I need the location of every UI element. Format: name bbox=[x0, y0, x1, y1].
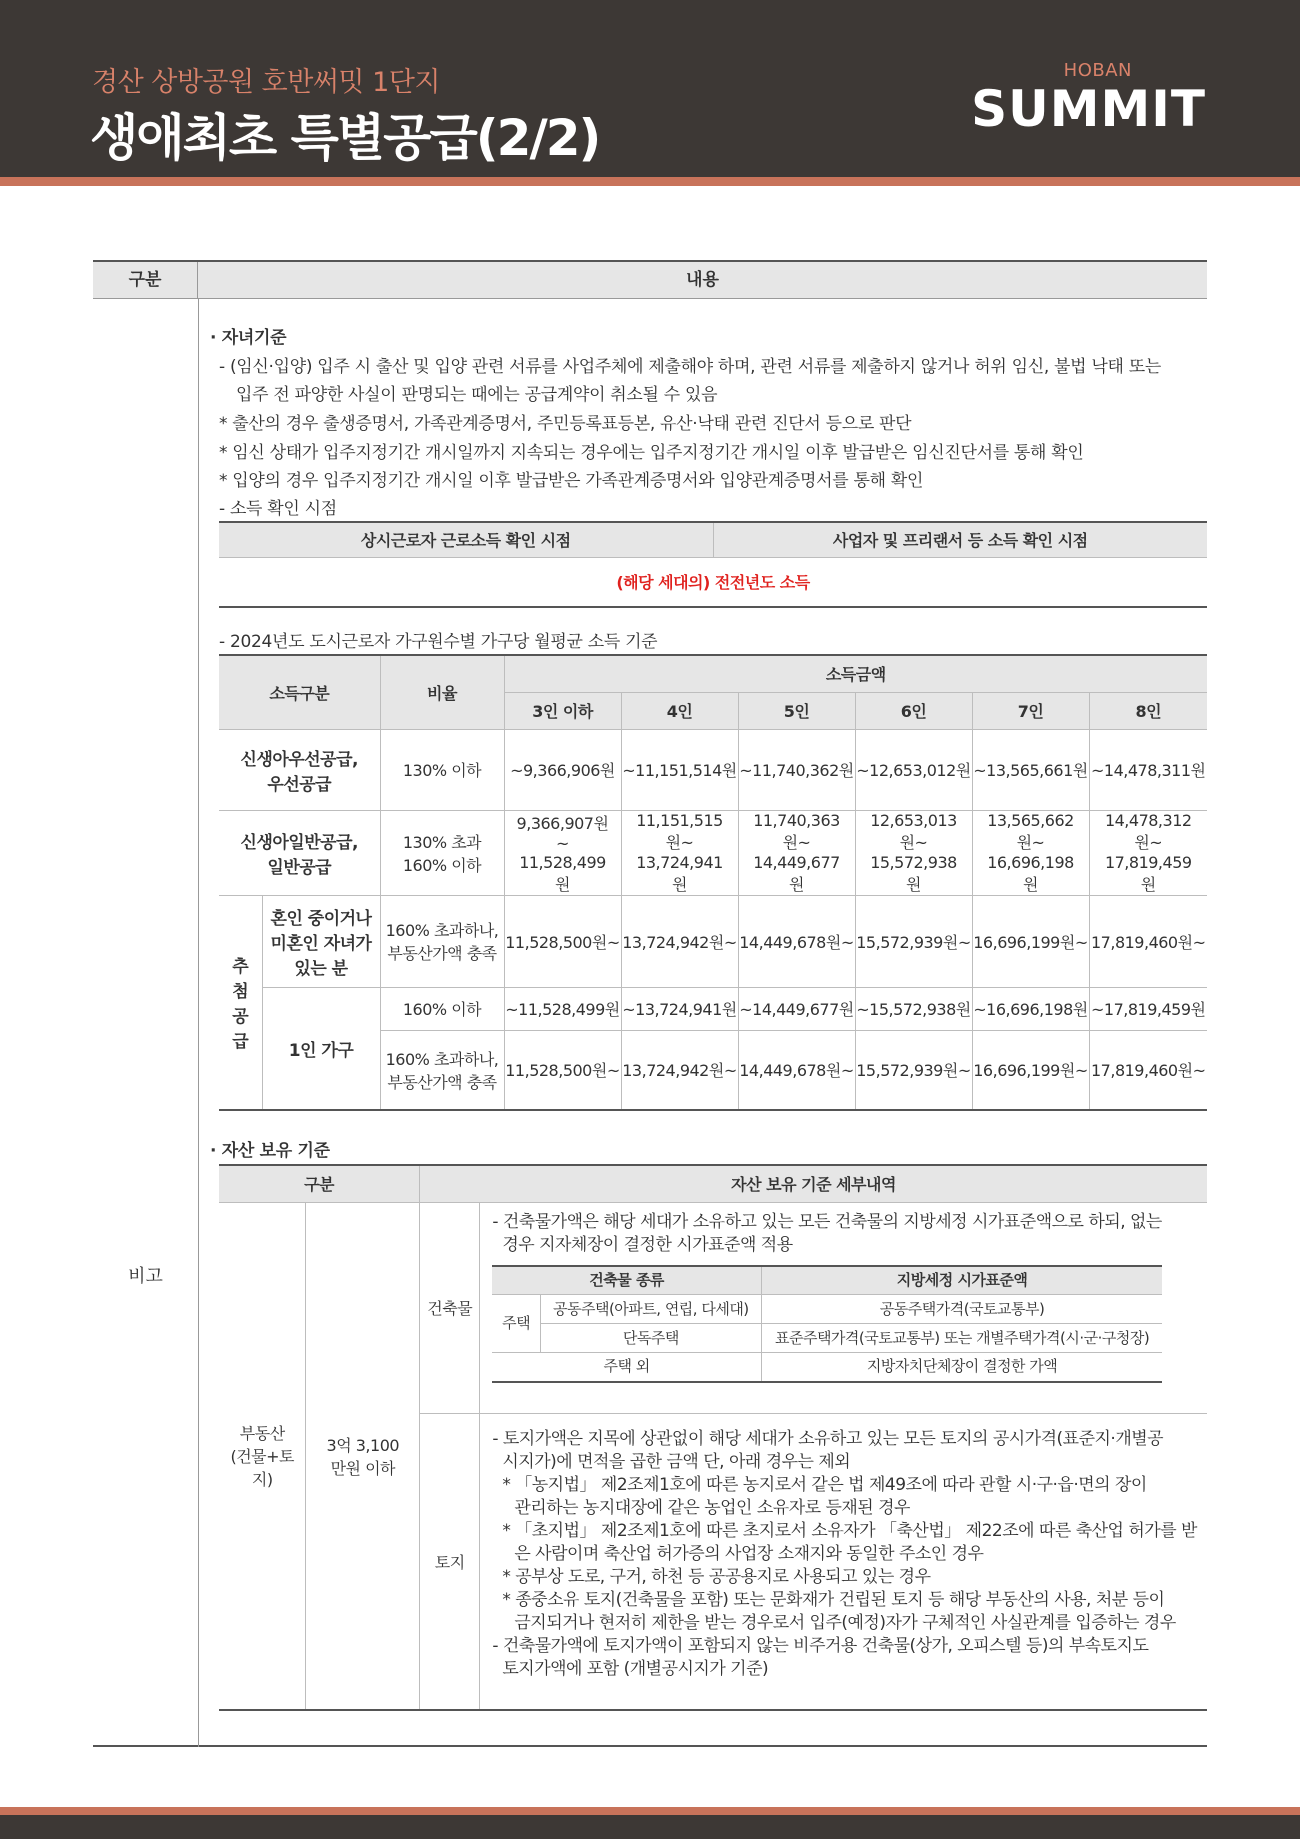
income-value: 14,449,678원~ bbox=[738, 1030, 855, 1110]
income-row-label: 신생아일반공급, 일반공급 bbox=[219, 810, 380, 895]
remarks-label: 비고 bbox=[128, 1266, 163, 1287]
land-line: * 「초지법」 제2조제1호에 따른 초지로서 소유자가 「축산법」 제22조에 따른 축산업 허가를 받 bbox=[502, 1520, 1197, 1541]
main-table-header bbox=[93, 262, 1207, 299]
col-category-header: 구분 bbox=[93, 262, 198, 299]
income-value: 11,740,363원~ 14,449,677원 bbox=[738, 810, 855, 895]
income-caption: - 2024년도 도시근로자 가구원수별 가구당 월평균 소득 기준 bbox=[219, 632, 658, 652]
income-timing-table bbox=[219, 521, 1207, 608]
timing-employee-header: 상시근로자 근로소득 확인 시점 bbox=[219, 522, 713, 557]
non-housing-value: 지방자치단체장이 결정한 가액 bbox=[761, 1353, 1162, 1382]
table-row bbox=[219, 1202, 1207, 1413]
income-value: ~17,819,459원 bbox=[1089, 987, 1207, 1030]
detached-label: 단독주택 bbox=[540, 1324, 761, 1353]
income-amount-header: 소득금액 bbox=[504, 655, 1207, 692]
land-line: 시지가)에 면적을 곱한 금액 단, 아래 경우는 제외 bbox=[502, 1451, 851, 1472]
income-value: ~9,366,906원 bbox=[504, 729, 621, 810]
household-size-header: 8인 bbox=[1089, 692, 1207, 729]
children-line: - 소득 확인 시점 bbox=[219, 499, 337, 519]
income-value: ~12,653,012원 bbox=[855, 729, 972, 810]
children-line: * 임신 상태가 입주지정기간 개시일까지 지속되는 경우에는 입주지정기간 개시일 이후 발급받은 임신진단서를 통해 확인 bbox=[219, 443, 1084, 463]
children-heading: · 자녀기준 bbox=[210, 328, 287, 348]
income-value: 9,366,907원~ 11,528,499원 bbox=[504, 810, 621, 895]
asset-detail-header: 자산 보유 기준 세부내역 bbox=[420, 1165, 1207, 1202]
footer-accent-bar bbox=[0, 1807, 1300, 1815]
page-footer bbox=[0, 1815, 1300, 1839]
income-value: ~14,449,677원 bbox=[738, 987, 855, 1030]
income-value: 14,449,678원~ bbox=[738, 895, 855, 987]
household-size-header: 3인 이하 bbox=[504, 692, 621, 729]
income-ratio: 130% 초과 160% 이하 bbox=[380, 810, 504, 895]
income-value: ~15,572,938원 bbox=[855, 987, 972, 1030]
housing-label: 주택 bbox=[492, 1295, 540, 1353]
detached-value: 표준주택가격(국토교통부) 또는 개별주택가격(시·군·구청장) bbox=[761, 1324, 1162, 1353]
income-value: 11,151,515원~ 13,724,941원 bbox=[621, 810, 738, 895]
asset-table bbox=[219, 1164, 1207, 1711]
income-value: 16,696,199원~ bbox=[972, 1030, 1089, 1110]
complex-name: 경산 상방공원 호반써밋 1단지 bbox=[92, 67, 440, 98]
land-detail bbox=[480, 1413, 1207, 1710]
page-title: 생애최초 특별공급(2/2) bbox=[90, 109, 600, 167]
children-line: * 입양의 경우 입주지정기간 개시일 이후 발급받은 가족관계증명서와 입양관계증명서를 통해 확인 bbox=[219, 471, 924, 491]
income-value: 13,724,942원~ bbox=[621, 895, 738, 987]
children-line: 입주 전 파양한 사실이 판명되는 때에는 공급계약이 취소될 수 있음 bbox=[236, 385, 718, 405]
table-row bbox=[219, 987, 1207, 1030]
timing-freelancer-header: 사업자 및 프리랜서 등 소득 확인 시점 bbox=[713, 522, 1207, 557]
brand-logo-small: HOBAN bbox=[1063, 60, 1132, 81]
income-value: ~11,151,514원 bbox=[621, 729, 738, 810]
asset-limit: 3억 3,100만원 이하 bbox=[306, 1202, 420, 1710]
children-line: * 출산의 경우 출생증명서, 가족관계증명서, 주민등록표등본, 유산·낙태 관련 진단서 등으로 판단 bbox=[219, 414, 912, 434]
income-row-label: 신생아우선공급, 우선공급 bbox=[219, 729, 380, 810]
income-value: 13,724,942원~ bbox=[621, 1030, 738, 1110]
household-size-header: 4인 bbox=[621, 692, 738, 729]
non-housing-label: 주택 외 bbox=[492, 1353, 761, 1382]
land-label: 토지 bbox=[420, 1413, 480, 1710]
income-category-header: 소득구분 bbox=[219, 655, 380, 729]
header-accent-bar bbox=[0, 177, 1300, 186]
income-value: 17,819,460원~ bbox=[1089, 895, 1207, 987]
income-value: ~13,565,661원 bbox=[972, 729, 1089, 810]
income-table bbox=[219, 654, 1207, 1111]
land-line: 토지가액에 포함 (개별공시지가 기준) bbox=[502, 1658, 769, 1679]
children-line: - (임신·입양) 입주 시 출산 및 입양 관련 서류를 사업주체에 제출해야 하며, 관련 서류를 제출하지 않거나 허위 임신, 불법 낙태 또는 bbox=[219, 357, 1161, 377]
income-value: ~11,528,499원 bbox=[504, 987, 621, 1030]
table-row bbox=[219, 729, 1207, 810]
income-value: 16,696,199원~ bbox=[972, 895, 1089, 987]
income-ratio: 160% 초과하나, 부동산가액 충족 bbox=[380, 895, 504, 987]
income-value: ~13,724,941원 bbox=[621, 987, 738, 1030]
land-line: - 토지가액은 지목에 상관없이 해당 세대가 소유하고 있는 모든 토지의 공시가격(표준지·개별공 bbox=[492, 1428, 1164, 1449]
income-ratio: 160% 이하 bbox=[380, 987, 504, 1030]
land-line: * 「농지법」 제2조제1호에 따른 농지로서 같은 법 제49조에 따라 관할 시·구·읍·면의 장이 bbox=[502, 1474, 1147, 1495]
building-detail bbox=[480, 1202, 1207, 1413]
household-size-header: 5인 bbox=[738, 692, 855, 729]
asset-heading: · 자산 보유 기준 bbox=[210, 1141, 330, 1161]
page-header bbox=[0, 0, 1300, 177]
income-value: ~14,478,311원 bbox=[1089, 729, 1207, 810]
income-value: 12,653,013원~ 15,572,938원 bbox=[855, 810, 972, 895]
income-value: 14,478,312원~ 17,819,459원 bbox=[1089, 810, 1207, 895]
timing-value: (해당 세대의) 전전년도 소득 bbox=[219, 557, 1207, 607]
household-size-header: 6인 bbox=[855, 692, 972, 729]
income-row-label: 혼인 중이거나 미혼인 자녀가 있는 분 bbox=[262, 895, 380, 987]
building-type-header: 건축물 종류 bbox=[492, 1266, 761, 1295]
building-line: 경우 지자체장이 결정한 시가표준액 적용 bbox=[502, 1234, 793, 1255]
column-divider bbox=[198, 299, 199, 1747]
col-content-header: 내용 bbox=[686, 270, 719, 290]
table-row bbox=[219, 895, 1207, 987]
income-value: ~11,740,362원 bbox=[738, 729, 855, 810]
income-value: 15,572,939원~ bbox=[855, 895, 972, 987]
asset-category-header: 구분 bbox=[219, 1165, 420, 1202]
land-line: - 건축물가액에 토지가액이 포함되지 않는 비주거용 건축물(상가, 오피스텔 등)의 부속토지도 bbox=[492, 1635, 1149, 1656]
income-value: 11,528,500원~ bbox=[504, 1030, 621, 1110]
land-line: * 종중소유 토지(건축물을 포함) 또는 문화재가 건립된 토지 등 해당 부동산의 사용, 처분 등이 bbox=[502, 1589, 1165, 1610]
income-value: 17,819,460원~ bbox=[1089, 1030, 1207, 1110]
income-ratio: 130% 이하 bbox=[380, 729, 504, 810]
building-standard-header: 지방세정 시가표준액 bbox=[761, 1266, 1162, 1295]
building-value-table bbox=[492, 1265, 1162, 1383]
land-line: 은 사람이며 축산업 허가증의 사업장 소재지와 동일한 주소인 경우 bbox=[514, 1543, 984, 1564]
land-line: 금지되거나 현저히 제한을 받는 경우로서 입주(예정)자가 구체적인 사실관계를 입증하는 경우 bbox=[514, 1612, 1176, 1633]
income-ratio-header: 비율 bbox=[380, 655, 504, 729]
apartment-label: 공동주택(아파트, 연립, 다세대) bbox=[540, 1295, 761, 1324]
apartment-value: 공동주택가격(국토교통부) bbox=[761, 1295, 1162, 1324]
household-size-header: 7인 bbox=[972, 692, 1089, 729]
single-household-label: 1인 가구 bbox=[262, 987, 380, 1110]
asset-category: 부동산 (건물+토지) bbox=[219, 1202, 306, 1710]
income-value: 15,572,939원~ bbox=[855, 1030, 972, 1110]
building-line: - 건축물가액은 해당 세대가 소유하고 있는 모든 건축물의 지방세정 시가표준액으로 하되, 없는 bbox=[492, 1211, 1162, 1232]
table-row bbox=[219, 810, 1207, 895]
lottery-supply-label: 추첨 공급 bbox=[219, 895, 262, 1110]
income-value: ~16,696,198원 bbox=[972, 987, 1089, 1030]
land-line: 관리하는 농지대장에 같은 농업인 소유자로 등재된 경우 bbox=[514, 1497, 910, 1518]
building-label: 건축물 bbox=[420, 1202, 480, 1413]
income-value: 11,528,500원~ bbox=[504, 895, 621, 987]
brand-logo: SUMMIT bbox=[971, 80, 1206, 138]
land-line: * 공부상 도로, 구거, 하천 등 공공용지로 사용되고 있는 경우 bbox=[502, 1566, 931, 1587]
income-ratio: 160% 초과하나, 부동산가액 충족 bbox=[380, 1030, 504, 1110]
income-value: 13,565,662원~ 16,696,198원 bbox=[972, 810, 1089, 895]
